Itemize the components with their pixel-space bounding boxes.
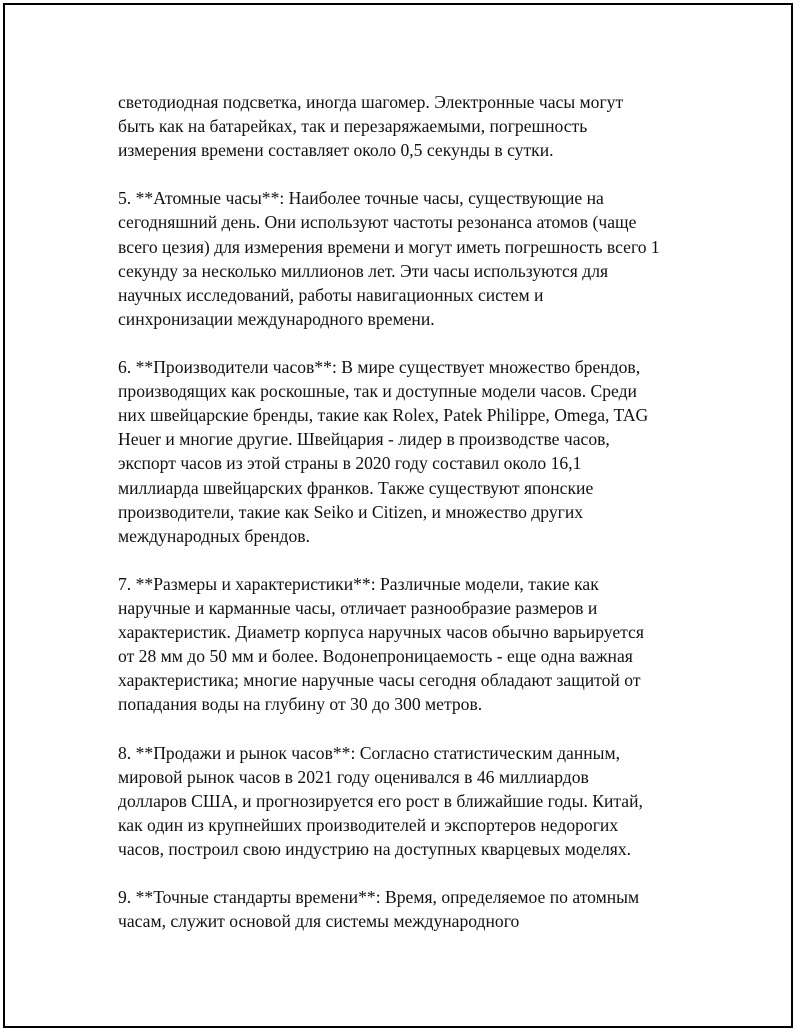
text-line: характеристик. Диаметр корпуса наручных часов обычно варьируется [118, 622, 644, 643]
text-line: секунду за несколько миллионов лет. Эти часы используются для [118, 260, 609, 281]
text-line: экспорт часов из этой страны в 2020 году составил около 16,1 [118, 453, 582, 474]
text-line: всего цезия) для измерения времени и могут иметь погрешность всего 1 [118, 236, 660, 257]
text-line: попадания воды на глубину от 30 до 300 метров. [118, 694, 483, 715]
text-line: Heuer и многие другие. Швейцария - лидер в производстве часов, [118, 429, 610, 450]
text-line: производители, такие как Seiko и Citizen, и множество других [118, 501, 584, 522]
text-line: производящих как роскошные, так и доступные модели часов. Среди [118, 381, 637, 402]
paragraph-watch-manufacturers [118, 355, 708, 548]
text-line: 5. **Атомные часы**: Наиболее точные часы, существующие на [118, 188, 604, 209]
text-line: мировой рынок часов в 2021 году оценивался в 46 миллиардов [118, 766, 589, 787]
text-line: быть как на батарейках, так и перезаряжаемыми, погрешность [118, 116, 588, 137]
text-line: миллиарда швейцарских франков. Также существуют японские [118, 477, 594, 498]
text-line: научных исследований, работы навигационных систем и [118, 284, 544, 305]
text-line: 7. **Размеры и характеристики**: Различные модели, такие как [118, 573, 599, 594]
document-body [118, 90, 708, 957]
text-line: характеристика; многие наручные часы сегодня обладают защитой от [118, 670, 641, 691]
text-line: часам, служит основой для системы международного [118, 911, 520, 932]
text-line: них швейцарские бренды, такие как Rolex, Patek Philippe, Omega, TAG [118, 405, 649, 426]
text-line: часов, построил свою индустрию на доступных кварцевых моделях. [118, 838, 632, 859]
text-line: наручные и карманные часы, отличает разнообразие размеров и [118, 597, 598, 618]
text-line: долларов США, и прогнозируется его рост в ближайшие годы. Китай, [118, 790, 643, 811]
text-line: 6. **Производители часов**: В мире существует множество брендов, [118, 357, 641, 378]
paragraph-electronic-watches-continued [118, 90, 708, 162]
paragraph-sizes-and-characteristics [118, 572, 708, 717]
text-line: 8. **Продажи и рынок часов**: Согласно статистическим данным, [118, 742, 621, 763]
text-line: 9. **Точные стандарты времени**: Время, определяемое по атомным [118, 887, 640, 908]
text-line: международных брендов. [118, 525, 310, 546]
paragraph-sales-and-market [118, 741, 708, 861]
text-line: сегодняшний день. Они используют частоты резонанса атомов (чаще [118, 212, 637, 233]
text-line: как один из крупнейших производителей и экспортеров недорогих [118, 814, 619, 835]
text-line: от 28 мм до 50 мм и более. Водонепроницаемость - еще одна важная [118, 646, 633, 667]
text-line: светодиодная подсветка, иногда шагомер. Электронные часы могут [118, 92, 624, 112]
text-line: измерения времени составляет около 0,5 секунды в сутки. [118, 140, 554, 161]
paragraph-time-standards [118, 885, 708, 933]
paragraph-atomic-clocks [118, 186, 708, 331]
text-line: синхронизации международного времени. [118, 308, 435, 329]
